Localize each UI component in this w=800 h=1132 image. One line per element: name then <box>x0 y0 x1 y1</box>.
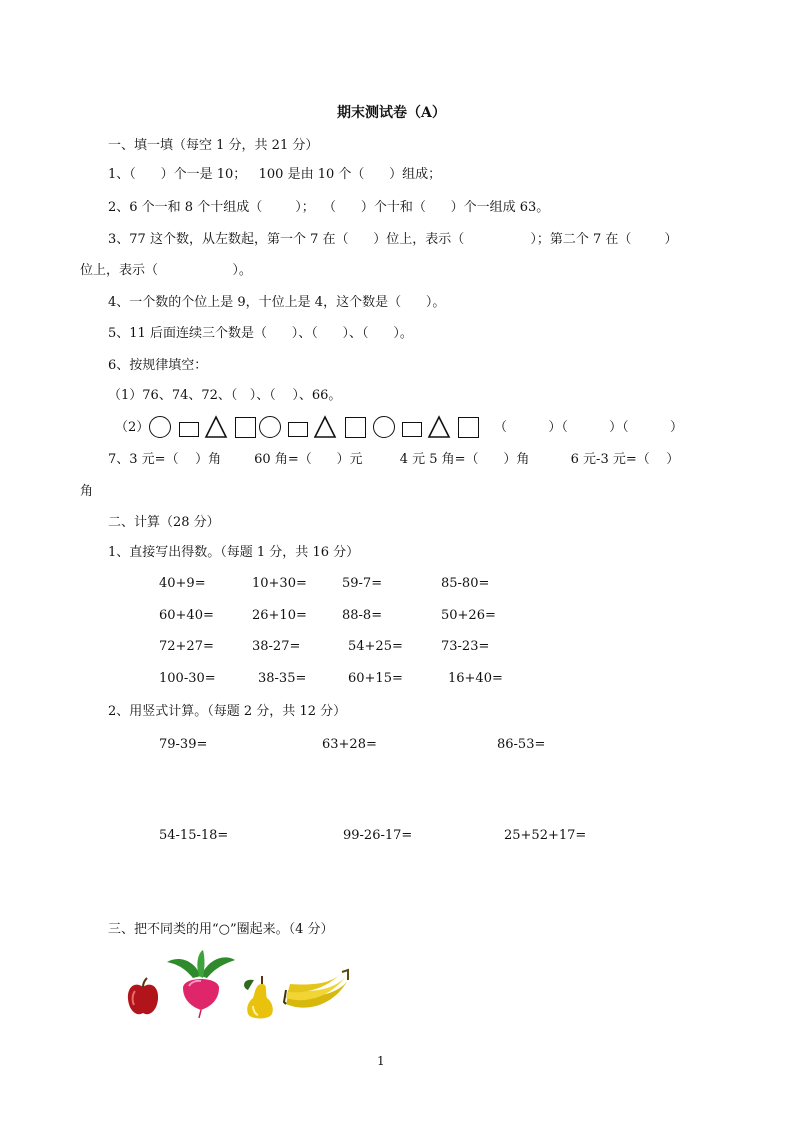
question-3-line1: 3、77 这个数，从左数起，第一个 7 在（ ）位上，表示（ ）；第二个 7 在（ ） <box>108 232 678 247</box>
section-2-heading: 二、计算（28 分） <box>108 515 220 530</box>
vertical-problem: 63+28= <box>322 737 377 752</box>
pattern-rectangle-shape <box>179 422 199 437</box>
question-6-part2-label: （2） <box>115 420 150 435</box>
question-4: 4、一个数的个位上是 9，十位上是 4，这个数是（ ）。 <box>108 295 446 310</box>
question-5: 5、11 后面连续三个数是（ ）、（ ）、（ ）。 <box>108 326 413 341</box>
question-7: 7、3 元=（ ）角 60 角=（ ）元 4 元 5 角=（ ）角 6 元-3 元=（ ） <box>108 452 680 467</box>
oral-problem: 40+9= <box>159 576 206 591</box>
oral-problem: 50+26= <box>441 608 496 623</box>
oral-problem: 100-30= <box>159 671 216 686</box>
banana-icon <box>282 968 354 1014</box>
pattern-square-shape <box>235 417 256 438</box>
pattern-circle-shape <box>373 416 395 438</box>
oral-problem: 85-80= <box>441 576 490 591</box>
calc-part2-heading: 2、用竖式计算。（每题 2 分，共 12 分） <box>108 704 347 719</box>
pattern-triangle-shape <box>427 415 451 439</box>
oral-problem: 72+27= <box>159 639 214 654</box>
page-number: 1 <box>377 1054 385 1068</box>
pattern-rectangle-shape <box>288 422 308 437</box>
question-3-line2: 位上，表示（ ）。 <box>80 263 252 278</box>
pear-icon <box>240 972 280 1022</box>
oral-problem: 26+10= <box>252 608 307 623</box>
pattern-circle-shape <box>259 416 281 438</box>
oral-problem: 10+30= <box>252 576 307 591</box>
vertical-problem: 79-39= <box>159 737 208 752</box>
vertical-problem: 25+52+17= <box>504 828 587 843</box>
oral-problem: 54+25= <box>348 639 403 654</box>
pattern-rectangle-shape <box>402 422 422 437</box>
oral-problem: 59-7= <box>342 576 383 591</box>
vertical-problem: 86-53= <box>497 737 546 752</box>
oral-problem: 38-35= <box>258 671 307 686</box>
pattern-square-shape <box>458 417 479 438</box>
pattern-answer-blanks: （ ）（ ）（ ） <box>494 420 683 435</box>
question-7-continued: 角 <box>80 484 94 499</box>
oral-problem: 60+15= <box>348 671 403 686</box>
oral-problem: 88-8= <box>342 608 383 623</box>
oral-problem: 38-27= <box>252 639 301 654</box>
question-6: 6、按规律填空： <box>108 358 208 373</box>
page-title: 期末测试卷（A） <box>337 105 446 121</box>
vertical-problem: 99-26-17= <box>343 828 413 843</box>
section-3-heading: 三、把不同类的用“○”圈起来。（4 分） <box>108 922 334 937</box>
question-6-part1: （1）76、74、72、（ ）、（ ）、66。 <box>108 388 342 403</box>
pattern-square-shape <box>345 417 366 438</box>
calc-part1-heading: 1、直接写出得数。（每题 1 分，共 16 分） <box>108 545 360 560</box>
question-1: 1、（ ）个一是 10； 100 是由 10 个（ ）组成； <box>108 167 442 182</box>
section-1-heading: 一、填一填（每空 1 分，共 21 分） <box>108 138 319 153</box>
pattern-triangle-shape <box>204 415 228 439</box>
vertical-problem: 54-15-18= <box>159 828 229 843</box>
question-2: 2、6 个一和 8 个十组成（ ）； （ ）个十和（ ）个一组成 63。 <box>108 200 550 215</box>
radish-icon <box>163 948 239 1020</box>
pattern-circle-shape <box>149 416 171 438</box>
apple-icon <box>125 977 161 1019</box>
oral-problem: 16+40= <box>448 671 503 686</box>
pattern-triangle-shape <box>313 415 337 439</box>
oral-problem: 60+40= <box>159 608 214 623</box>
oral-problem: 73-23= <box>441 639 490 654</box>
